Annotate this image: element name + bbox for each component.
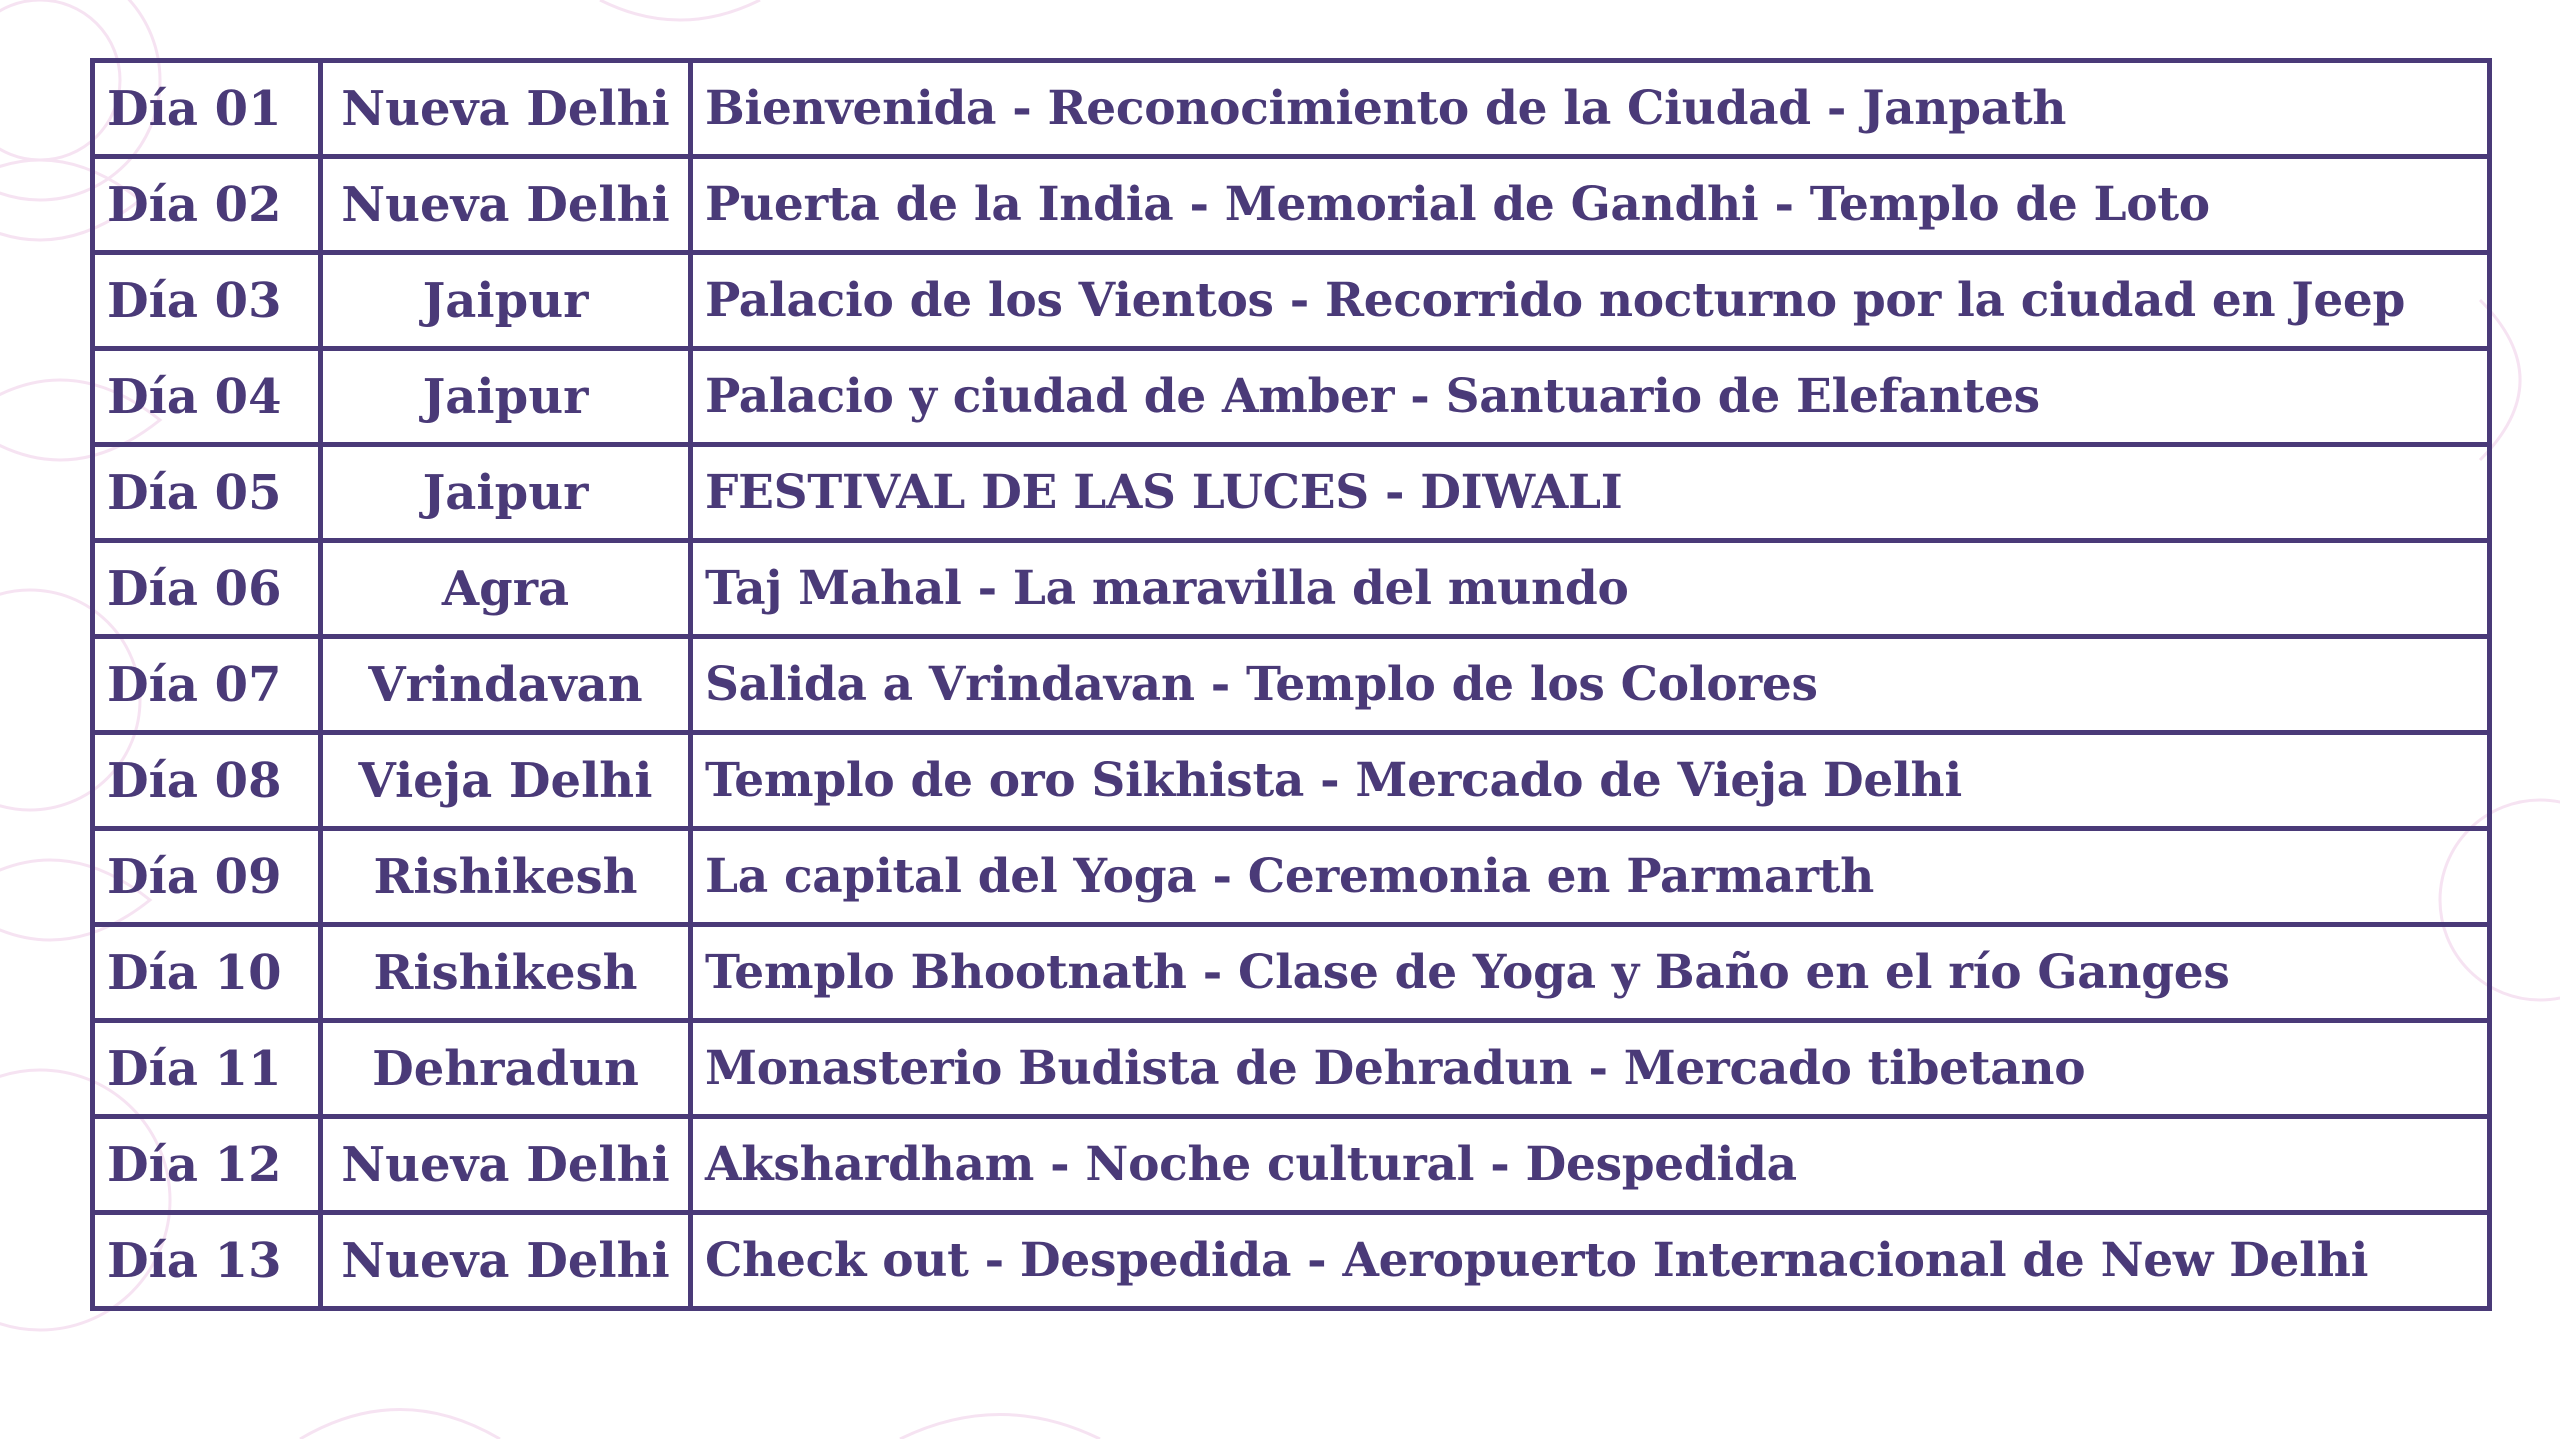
activities-cell: Akshardham - Noche cultural - Despedida: [691, 1117, 2490, 1213]
city-cell: Nueva Delhi: [321, 61, 691, 157]
activities-cell: Taj Mahal - La maravilla del mundo: [691, 541, 2490, 637]
day-cell: Día 11: [93, 1021, 321, 1117]
day-cell: Día 10: [93, 925, 321, 1021]
city-cell: Nueva Delhi: [321, 157, 691, 253]
itinerary-row: [93, 61, 2490, 157]
itinerary-row: [93, 829, 2490, 925]
city-cell: Rishikesh: [321, 925, 691, 1021]
city-cell: Jaipur: [321, 253, 691, 349]
itinerary-row: [93, 445, 2490, 541]
activities-cell: Salida a Vrindavan - Templo de los Colores: [691, 637, 2490, 733]
city-cell: Rishikesh: [321, 829, 691, 925]
day-cell: Día 04: [93, 349, 321, 445]
itinerary-row: [93, 925, 2490, 1021]
day-cell: Día 09: [93, 829, 321, 925]
day-cell: Día 12: [93, 1117, 321, 1213]
city-cell: Jaipur: [321, 445, 691, 541]
activities-cell: Monasterio Budista de Dehradun - Mercado tibetano: [691, 1021, 2490, 1117]
itinerary-row: [93, 733, 2490, 829]
itinerary-row: [93, 157, 2490, 253]
day-cell: Día 03: [93, 253, 321, 349]
city-cell: Dehradun: [321, 1021, 691, 1117]
activities-cell: La capital del Yoga - Ceremonia en Parmarth: [691, 829, 2490, 925]
itinerary-row: [93, 1021, 2490, 1117]
activities-cell: Check out - Despedida - Aeropuerto Internacional de New Delhi: [691, 1213, 2490, 1309]
city-cell: Jaipur: [321, 349, 691, 445]
day-cell: Día 07: [93, 637, 321, 733]
activities-cell: FESTIVAL DE LAS LUCES - DIWALI: [691, 445, 2490, 541]
city-cell: Vrindavan: [321, 637, 691, 733]
day-cell: Día 08: [93, 733, 321, 829]
day-cell: Día 13: [93, 1213, 321, 1309]
day-cell: Día 05: [93, 445, 321, 541]
itinerary-row: [93, 1213, 2490, 1309]
day-cell: Día 06: [93, 541, 321, 637]
activities-cell: Puerta de la India - Memorial de Gandhi - Templo de Loto: [691, 157, 2490, 253]
itinerary-row: [93, 637, 2490, 733]
city-cell: Agra: [321, 541, 691, 637]
activities-cell: Bienvenida - Reconocimiento de la Ciudad - Janpath: [691, 61, 2490, 157]
itinerary-row: [93, 349, 2490, 445]
itinerary-table-body: [93, 61, 2490, 1309]
day-cell: Día 01: [93, 61, 321, 157]
activities-cell: Palacio y ciudad de Amber - Santuario de Elefantes: [691, 349, 2490, 445]
day-cell: Día 02: [93, 157, 321, 253]
city-cell: Vieja Delhi: [321, 733, 691, 829]
itinerary-row: [93, 541, 2490, 637]
itinerary-table: [90, 58, 2492, 1311]
city-cell: Nueva Delhi: [321, 1213, 691, 1309]
city-cell: Nueva Delhi: [321, 1117, 691, 1213]
activities-cell: Templo de oro Sikhista - Mercado de Vieja Delhi: [691, 733, 2490, 829]
itinerary-row: [93, 1117, 2490, 1213]
activities-cell: Palacio de los Vientos - Recorrido nocturno por la ciudad en Jeep: [691, 253, 2490, 349]
activities-cell: Templo Bhootnath - Clase de Yoga y Baño en el río Ganges: [691, 925, 2490, 1021]
itinerary-row: [93, 253, 2490, 349]
